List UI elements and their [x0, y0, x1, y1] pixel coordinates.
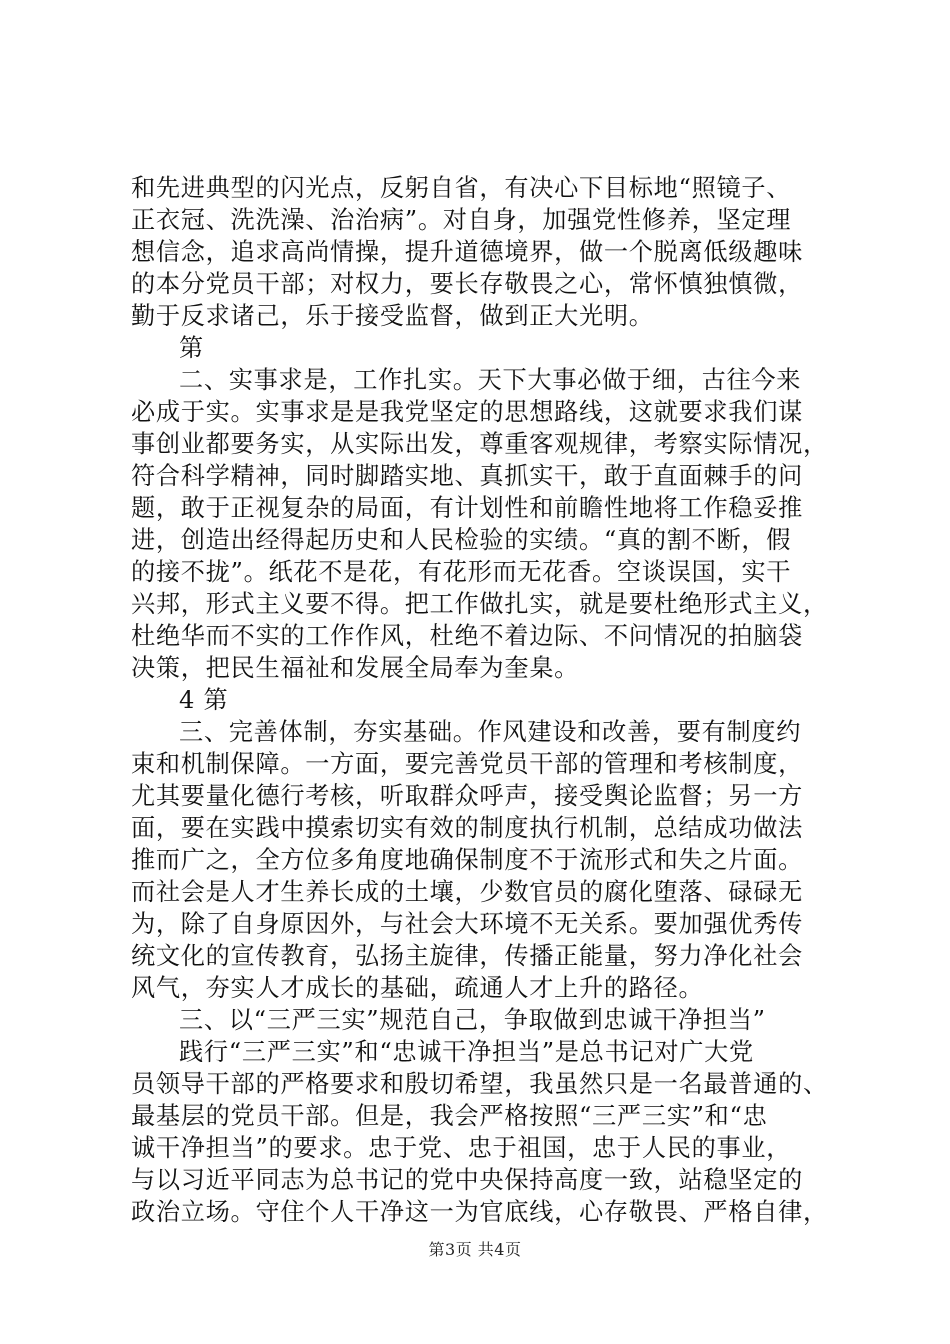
text-line: 的接不拢”。纸花不是花，有花形而无花香。空谈误国，实干	[131, 558, 792, 586]
text-line: 符合科学精神，同时脚踏实地、真抓实干，敢于直面棘手的问	[131, 462, 803, 490]
text-line: 兴邦，形式主义要不得。把工作做扎实，就是要杜绝形式主义，	[131, 590, 828, 618]
text-line: 风气，夯实人才成长的基础，疏通人才上升的路径。	[131, 974, 704, 1002]
text-line: 的本分党员干部；对权力，要长存敬畏之心，常怀慎独慎微，	[131, 270, 803, 298]
text-line: 践行“三严三实”和“忠诚干净担当”是总书记对广大党	[179, 1038, 754, 1066]
text-line: 决策，把民生福祉和发展全局奉为奎臬。	[131, 654, 579, 682]
text-line: 为，除了自身原因外，与社会大环境不无关系。要加强优秀传	[131, 910, 803, 938]
text-line: 政治立场。守住个人干净这一为官底线，心存敬畏、严格自律，	[131, 1198, 828, 1226]
text-line: 三、完善体制，夯实基础。作风建设和改善，要有制度约	[179, 718, 802, 746]
text-line: 三、以“三严三实”规范自己，争取做到忠诚干净担当”	[179, 1006, 766, 1034]
text-line: 和先进典型的闪光点，反躬自省，有决心下目标地“照镜子、	[131, 174, 792, 202]
text-line: 与以习近平同志为总书记的党中央保持高度一致，站稳坚定的	[131, 1166, 803, 1194]
text-line: 最基层的党员干部。但是，我会严格按照“三严三实”和“忠	[131, 1102, 768, 1130]
text-line: 勤于反求诸己，乐于接受监督，做到正大光明。	[131, 302, 654, 330]
text-line: 题，敢于正视复杂的局面，有计划性和前瞻性地将工作稳妥推	[131, 494, 803, 522]
text-line: 员领导干部的严格要求和殷切希望，我虽然只是一名最普通的、	[131, 1070, 828, 1098]
text-line: 诚干净担当”的要求。忠于党、忠于祖国，忠于人民的事业，	[131, 1134, 792, 1162]
text-line: 杜绝华而不实的工作作风，杜绝不着边际、不问情况的拍脑袋	[131, 622, 803, 650]
text-line: 二、实事求是，工作扎实。天下大事必做于细，古往今来	[179, 366, 802, 394]
text-line: 想信念，追求高尚情操，提升道德境界，做一个脱离低级趣味	[131, 238, 803, 266]
text-line: 第	[179, 334, 204, 362]
page-footer: 第3页 共4页	[428, 1240, 522, 1259]
text-line: 必成于实。实事求是是我党坚定的思想路线，这就要求我们谋	[131, 398, 803, 426]
text-line: 事创业都要务实，从实际出发，尊重客观规律，考察实际情况，	[131, 430, 828, 458]
text-line: 4 第	[179, 686, 229, 714]
text-line: 束和机制保障。一方面，要完善党员干部的管理和考核制度，	[131, 750, 803, 778]
text-line: 进，创造出经得起历史和人民检验的实绩。“真的割不断，假	[131, 526, 792, 554]
text-line: 推而广之，全方位多角度地确保制度不于流形式和失之片面。	[131, 846, 803, 874]
text-line: 统文化的宣传教育，弘扬主旋律，传播正能量，努力净化社会	[131, 942, 803, 970]
text-line: 尤其要量化德行考核，听取群众呼声，接受舆论监督；另一方	[131, 782, 803, 810]
text-line: 正衣冠、洗洗澡、治治病”。对自身，加强党性修养，坚定理	[131, 206, 792, 234]
document-body	[131, 172, 831, 1228]
text-line: 面，要在实践中摸索切实有效的制度执行机制，总结成功做法	[131, 814, 803, 842]
text-line: 而社会是人才生养长成的土壤，少数官员的腐化堕落、碌碌无	[131, 878, 803, 906]
